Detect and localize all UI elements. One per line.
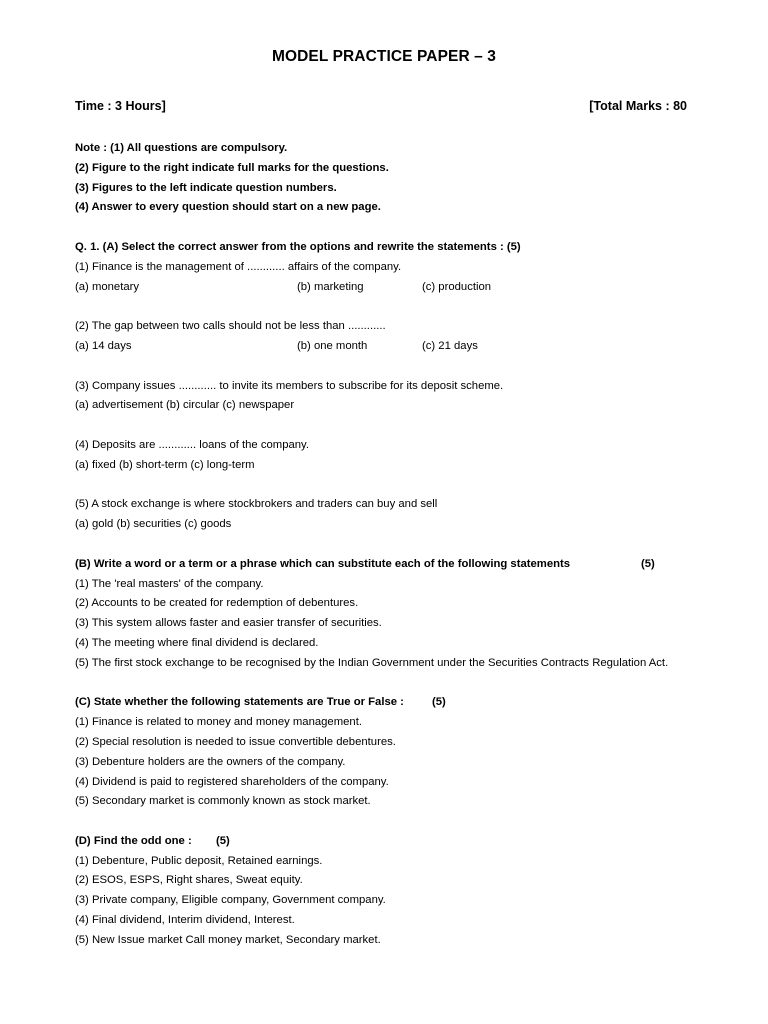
list-item: (4) The meeting where final dividend is declared.: [75, 636, 319, 649]
question-text: (2) The gap between two calls should not be less than ............: [75, 320, 386, 333]
list-item: (4) Final dividend, Interim dividend, Interest.: [75, 914, 295, 927]
list-item: (5) New Issue market Call money market, Secondary market.: [75, 933, 381, 946]
question-text: (5) A stock exchange is where stockbrokers and traders can buy and sell: [75, 498, 438, 511]
list-item: (1) Finance is related to money and money management.: [75, 716, 362, 729]
question-text: (3) Company issues ............ to invite its members to subscribe for its deposit scheme.: [75, 379, 504, 392]
q1c-heading: (C) State whether the following statements are True or False :: [75, 696, 404, 709]
note-line: (2) Figure to the right indicate full marks for the questions.: [75, 161, 389, 174]
note-line: Note : (1) All questions are compulsory.: [75, 142, 288, 154]
question-text: (1) Finance is the management of ............ affairs of the company.: [75, 260, 402, 273]
list-item: (3) Private company, Eligible company, Government company.: [75, 894, 386, 907]
q1b-heading: (B) Write a word or a term or a phrase which can substitute each of the following statements: [75, 557, 571, 570]
page-title: MODEL PRACTICE PAPER – 3: [271, 48, 497, 65]
options-line: (a) fixed (b) short-term (c) long-term: [75, 458, 255, 471]
options-row: [75, 337, 725, 357]
options-line: (a) gold (b) securities (c) goods: [75, 518, 232, 531]
spacer: [75, 357, 725, 377]
list-item: (1) The 'real masters' of the company.: [75, 577, 264, 590]
spacer: [75, 535, 725, 555]
option-c: (c) 21 days: [422, 339, 478, 352]
list-item: (3) Debenture holders are the owners of the company.: [75, 755, 346, 768]
list-item: (3) This system allows faster and easier transfer of securities.: [75, 617, 382, 630]
note-line: (3) Figures to the left indicate question numbers.: [75, 181, 337, 194]
exam-content: [75, 139, 725, 951]
list-item: (2) Special resolution is needed to issue convertible debentures.: [75, 735, 396, 748]
q1d-heading-row: [75, 832, 725, 852]
spacer: [75, 297, 725, 317]
spacer: [75, 416, 725, 436]
spacer: [75, 476, 725, 496]
list-item: (5) Secondary market is commonly known as stock market.: [75, 795, 371, 808]
list-item: (5) The first stock exchange to be recognised by the Indian Government under the Securities Contracts Regulation Act.: [75, 656, 669, 669]
option-a: (a) 14 days: [75, 339, 132, 352]
q1c-heading-row: [75, 693, 725, 713]
q1d-marks: (5): [216, 834, 230, 847]
spacer: [75, 812, 725, 832]
spacer: [75, 674, 725, 694]
option-c: (c) production: [422, 280, 492, 293]
list-item: (2) ESOS, ESPS, Right shares, Sweat equity.: [75, 874, 303, 887]
exam-time: Time : 3 Hours]: [75, 99, 166, 113]
q1c-marks: (5): [432, 696, 446, 709]
q1b-heading-row: [75, 555, 725, 575]
option-b: (b) one month: [297, 339, 368, 352]
q1d-heading: (D) Find the odd one :: [75, 834, 192, 847]
q1b-marks: (5): [641, 557, 655, 570]
question-text: (4) Deposits are ............ loans of the company.: [75, 438, 309, 451]
note-line: (4) Answer to every question should start on a new page.: [75, 201, 381, 214]
spacer: [75, 218, 725, 238]
list-item: (2) Accounts to be created for redemption of debentures.: [75, 597, 359, 610]
option-b: (b) marketing: [297, 280, 364, 293]
options-row: [75, 278, 725, 298]
option-a: (a) monetary: [75, 280, 140, 293]
exam-total-marks: [Total Marks : 80: [589, 99, 687, 113]
options-line: (a) advertisement (b) circular (c) newspaper: [75, 399, 295, 412]
list-item: (4) Dividend is paid to registered shareholders of the company.: [75, 775, 389, 788]
q1a-heading: Q. 1. (A) Select the correct answer from the options and rewrite the statements : (5): [75, 240, 521, 253]
list-item: (1) Debenture, Public deposit, Retained earnings.: [75, 854, 323, 867]
